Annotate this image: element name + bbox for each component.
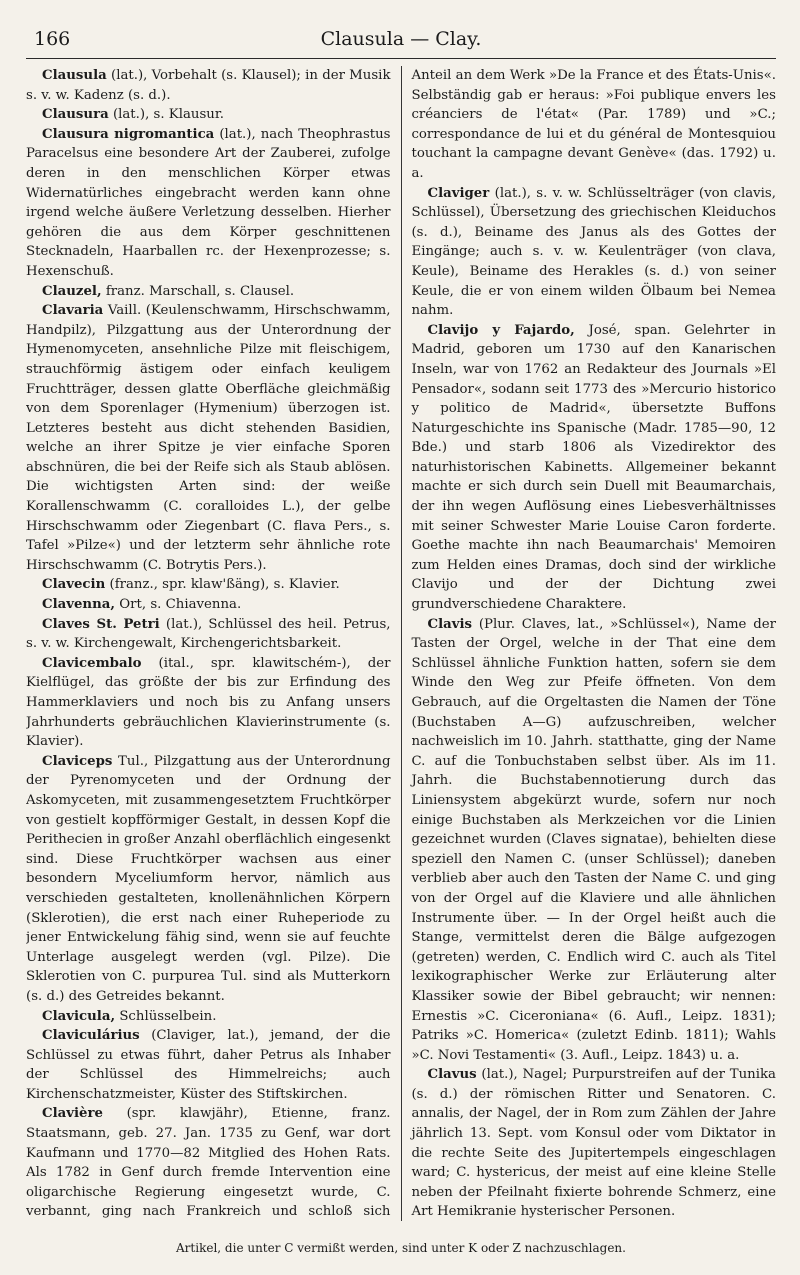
entry-headword: Claviculárius — [42, 1028, 140, 1044]
dictionary-entry — [26, 1026, 391, 1104]
dictionary-entry — [26, 105, 391, 125]
running-title: Clausula — Clay. — [320, 28, 482, 50]
dictionary-page — [26, 22, 776, 1257]
entry-text: Tul., Pilzgattung aus der Unterordnung der Pyrenomyceten und der Ordnung der Askomyceten, mit zusammengesetztem Fruchtkörper von gestielt kopfförmiger Gestalt, in dessen Kopf die Perithecien in großer Anzahl oberflächlich eingesenkt sind. Diese Fruchtkörper wachsen aus einer besondern Myceliumform hervor, nämlich aus verschieden gestalteten, knollenähnlichen Körpern (Sklerotien), die erst nach einer Ruheperiode zu jener Entwickelung fähig sind, wenn sie auf feuchte Unterlage ausgelegt werden (vgl. Pilze). Die Sklerotien von C. purpurea Tul. sind als Mutterkorn (s. d.) des Getreides bekannt. — [26, 753, 391, 1004]
dictionary-entry — [26, 575, 391, 595]
entry-text: (lat.), s. v. w. Schlüsselträger (von clavis, Schlüssel), Übersetzung des griechischen Kleiduchos (s. d.), Beiname des Janus als des Gottes der Eingänge; auch s. v. w. Keulenträger (von clava, Keule), Beiname des Herakles (s. d.) von seiner Keule, die er von einem wilden Ölbaum bei Nemea nahm. — [411, 185, 776, 319]
entry-text: (lat.), Nagel; Purpurstreifen auf der Tunika (s. d.) der römischen Ritter und Senatoren. C. annalis, der Nagel, der in Rom zum Zählen der Jahre jährlich 13. Sept. vom Konsul oder vom Diktator in die rechte Seite des Jupitertempels eingeschlagen ward; C. hystericus, der meist auf eine kleine Stelle neben der Pfeilnaht fixierte bohrende Schmerz, eine Art Hemikranie hysterischer Personen. — [411, 1067, 776, 1220]
entry-text: Schlüsselbein. — [119, 1008, 217, 1024]
entry-text: (lat.), Schlüssel des heil. Petrus, s. v. w. Kirchengewalt, Kirchengerichtsbarkeit. — [26, 616, 391, 652]
entry-headword: Clausura — [42, 107, 109, 123]
entry-text: Anteil an dem Werk »De la France et des États-Unis«. Selbständig gab er heraus: »Foi publique envers les créanciers de l'état« (Par. 1789) und »C.; correspondance de lui et du général de Montesquiou touchant la campagne devant Genève« (das. 1792) u. a. — [411, 68, 776, 181]
dictionary-entry — [26, 595, 391, 615]
dictionary-entry — [26, 654, 391, 752]
entry-text: (spr. klawjähr), Etienne, franz. Staatsmann, geb. 27. Jan. 1735 zu Genf, war dort Kaufmann und 1770—82 Mitglied des Hohen Rats. Als 1782 in Genf durch fremde Intervention eine oligarchische Regierung eingesetzt wurde, C. verbannt, ging nach Frankreich und schloß sich — [26, 1106, 391, 1220]
entry-headword: Clausula — [42, 68, 107, 83]
dictionary-entry — [26, 125, 391, 282]
page-footer: Artikel, die unter C vermißt werden, sind unter K oder Z nachzuschlagen. — [176, 1241, 626, 1255]
column-divider — [401, 66, 402, 1221]
entry-text: (Plur. Claves, lat., »Schlüssel«), Name der Tasten der Orgel, welche in der That eine dem Schlüssel ähnliche Funktion hatten, sofern sie dem Winde den Weg zur Pfeife öffneten. Von dem Gebrauch, auf die Orgeltasten die Namen der Töne (Buchstaben A—G) aufzuschreiben, welcher nachweislich im 10. Jahrh. statthatte, ging der Name C. auf die Tonbuchstaben selbst über. Als im 11. Jahrh. die Buchstabennotierung durch das Liniensystem abgekürzt wurde, sofern nur noch einige Buchstaben als Merkzeichen vor die Linien gezeichnet wurden (Claves signatae), behielten diese speziell den Namen C. (unser Schlüssel); daneben verblieb aber auch den Tasten der Name C. und ging von der Orgel auf die Klaviere und alle ähnlichen Instrumente über. — In der Orgel heißt auch die Stange, vermittelst deren die Bälge aufgezogen (getreten) werden, C. Endlich wird C. auch als Titel lexikographischer Werke zur Erläuterung alter Klassiker sowie der Bibel gebraucht; wir nennen: Ernestis »C. Ciceroniana« (6. Aufl., Leipz. 1831); Patriks »C. Homerica« (zuletzt Edinb. 1811); Wahls »C. Novi Testamenti« (3. Aufl., Leipz. 1843) u. a. — [411, 616, 776, 1063]
dictionary-entry — [26, 615, 391, 654]
entry-headword: Clavis — [427, 616, 472, 632]
left-column — [26, 66, 399, 1221]
entry-text: (lat.), s. Klausur. — [112, 107, 224, 123]
entry-headword: Claviger — [427, 185, 490, 201]
entry-headword: Claviceps — [42, 753, 113, 769]
entry-text: (Claviger, lat.), jemand, der die Schlüssel zu etwas führt, daher Petrus als Inhaber der Schlüssel des Himmelreichs; auch Kirchenschatzmeister, Küster des Stiftskirchen. — [26, 1028, 391, 1102]
dictionary-entry — [411, 615, 776, 1066]
entry-headword: Claves St. Petri — [42, 616, 160, 632]
dictionary-entry — [411, 184, 776, 321]
dictionary-entry — [26, 66, 391, 105]
page-number: 166 — [34, 28, 71, 50]
entry-text: (ital., spr. klawitschém-), der Kielflügel, das größte der bis zur Erfindung des Hammerklaviers und noch bis zu Anfang unsers Jahrhunderts gebräuchlichen Klavierinstrumente (s. Klavier). — [26, 655, 391, 750]
entry-text: (lat.), nach Theophrastus Paracelsus eine besondere Art der Zauberei, zufolge deren in den menschlichen Körper etwas Widernatürliches eingebracht werden kann ohne irgend welche äußere Verletzung desselben. Hierher gehören die aus dem Körper geschnittenen Stecknadeln, Haarballen rc. der Hexenprozesse; s. Hexenschuß. — [26, 126, 391, 279]
entry-text: franz. Marschall, s. Clausel. — [105, 283, 295, 299]
entry-text: (franz., spr. klaw'ßäng), s. Klavier. — [109, 577, 340, 593]
dictionary-entry — [26, 282, 391, 302]
right-column — [403, 66, 776, 1221]
entry-headword: Clavicula, — [42, 1008, 116, 1024]
entry-headword: Clavicembalo — [42, 655, 142, 671]
dictionary-entry — [26, 1007, 391, 1027]
entry-headword: Clauzel, — [42, 283, 102, 299]
dictionary-entry — [411, 321, 776, 615]
page-header — [26, 22, 776, 59]
entry-headword: Clavijo y Fajardo, — [427, 322, 575, 338]
entry-headword: Clavenna, — [42, 597, 116, 613]
entry-text: José, span. Gelehrter in Madrid, geboren um 1730 auf den Kanarischen Inseln, war von 1762 an Redakteur des Journals »El Pensador«, sodann seit 1773 des »Mercurio historico y politico de Madrid«, übersetzte Buffons Naturgeschichte ins Spanische (Madr. 1785—90, 12 Bde.) und starb 1806 als Vizedirektor des naturhistorischen Kabinetts. Allgemeiner bekannt machte er sich durch sein Duell mit Beaumarchais, der ihn wegen Auflösung eines Liebesverhältnisses mit seiner Schwester Marie Louise Caron forderte. Goethe machte ihn nach Beaumarchais' Memoiren zum Helden eines Dramas, doch sind der wirkliche Clavijo und der der Dichtung zwei grundverschiedene Charaktere. — [411, 322, 776, 613]
text-columns — [26, 66, 776, 1221]
entry-headword: Clavière — [42, 1106, 103, 1122]
dictionary-entry — [26, 301, 391, 575]
dictionary-entry — [26, 1104, 391, 1221]
entry-headword: Clausura nigromantica — [42, 126, 215, 142]
entry-text: (lat.), Vorbehalt (s. Klausel); in der Musik s. v. w. Kadenz (s. d.). — [26, 68, 391, 103]
entry-headword: Clavecin — [42, 577, 106, 593]
entry-text: Vaill. (Keulenschwamm, Hirschschwamm, Handpilz), Pilzgattung aus der Unterordnung der Hymenomyceten, ansehnliche Pilze mit fleischigem, strauchförmig ästigem oder einfach keuligem Fruchtträger, dessen glatte Oberfläche gleichmäßig von dem Sporenlager (Hymenium) überzogen ist. Letzteres besteht aus dicht stehenden Basidien, welche an ihrer Spitze je vier einfache Sporen abschnüren, die bei der Reife sich als Staub ablösen. Die wichtigsten Arten sind: der weiße Korallenschwamm (C. coralloides L.), der gelbe Hirschschwamm oder Ziegenbart (C. flava Pers., s. Tafel »Pilze«) und der letzterm sehr ähnliche rote Hirschschwamm (C. Botrytis Pers.). — [26, 303, 391, 573]
dictionary-entry — [26, 752, 391, 1007]
entry-text: Ort, s. Chiavenna. — [119, 597, 242, 613]
dictionary-entry — [411, 66, 776, 184]
dictionary-entry — [411, 1065, 776, 1221]
entry-headword: Clavus — [427, 1067, 477, 1083]
entry-headword: Clavaria — [42, 303, 104, 319]
